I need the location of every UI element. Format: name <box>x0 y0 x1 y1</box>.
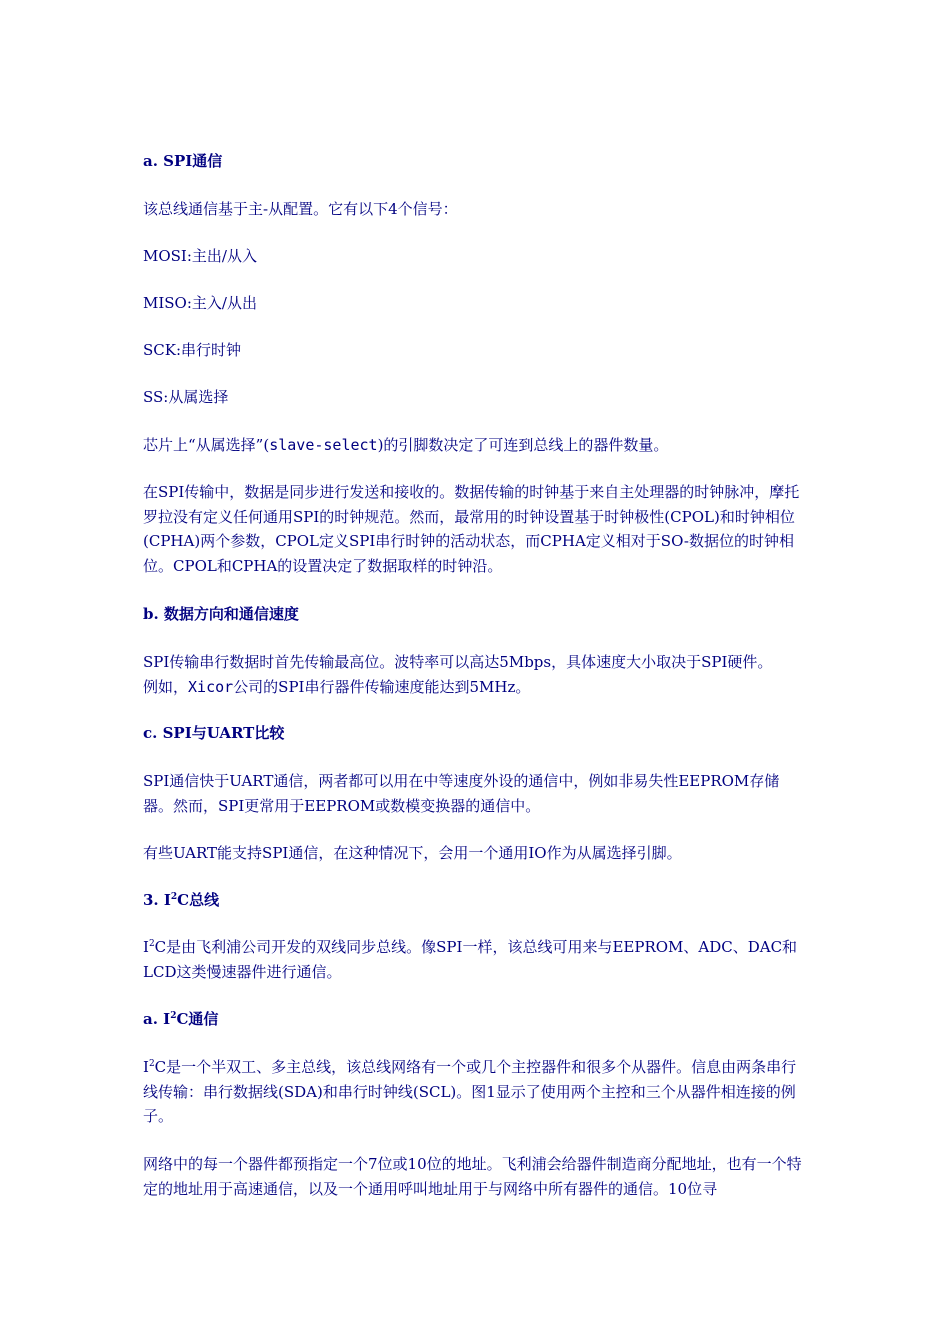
i2c-intro-post: C是由飞利浦公司开发的双线同步总线。像SPI一样，该总线可用来与EEPROM、ADC、DAC和LCD这类慢速器件进行通信。 <box>143 938 798 981</box>
heading-spi-communication: a. SPI通信 <box>143 152 223 170</box>
i2c-intro-pre: I <box>143 938 149 956</box>
heading-i2c-communication <box>143 1007 803 1032</box>
xicor-code: Xicor <box>188 677 234 696</box>
direction-paragraph <box>143 650 803 699</box>
heading-spi-uart-compare: c. SPI与UART比较 <box>143 724 285 742</box>
heading-i2c-bus-pre: 3. I <box>143 891 171 909</box>
slave-select-text-post: )的引脚数决定了可连到总线上的器件数量。 <box>377 436 669 454</box>
i2c-comm-post: C是一个半双工、多主总线，该总线网络有一个或几个主控器件和很多个从器件。信息由两条串行线传输：串行数据线(SDA)和串行时钟线(SCL)。图1显示了使用两个主控和三个从器件相连接的例子。 <box>143 1058 797 1125</box>
spi-intro-paragraph: 该总线通信基于主-从配置。它有以下4个信号： <box>143 200 458 218</box>
slave-select-code: slave-select <box>269 436 378 454</box>
heading-i2c-comm-pre: a. I <box>143 1010 171 1028</box>
slave-select-text-pre: 芯片上“从属选择”( <box>143 436 270 454</box>
heading-i2c-comm-sup: 2 <box>170 1011 177 1021</box>
heading-i2c-bus <box>143 888 803 913</box>
i2c-comm-pre: I <box>143 1058 149 1076</box>
signal-miso: MISO:主入/从出 <box>143 294 257 312</box>
heading-direction-speed: b. 数据方向和通信速度 <box>143 605 299 623</box>
i2c-comm-sup: 2 <box>148 1059 155 1069</box>
spi-transfer-paragraph: 在SPI传输中，数据是同步进行发送和接收的。数据传输的时钟基于来自主处理器的时钟脉冲，摩托罗拉没有定义任何通用SPI的时钟规范。然而，最常用的时钟设置基于时钟极性(CPOL)和时钟相位(CPHA)两个参数，CPOL定义SPI串行时钟的活动状态，而CPHA定义相对于SO-数据位的时钟相位。CPOL和CPHA的设置决定了数据取样的时钟沿。 <box>143 483 800 575</box>
signal-mosi: MOSI:主出/从入 <box>143 247 257 265</box>
direction-sentence-2-post: 公司的SPI串行器件传输速度能达到5MHz。 <box>233 677 531 696</box>
heading-i2c-comm-post: C通信 <box>176 1010 219 1028</box>
i2c-comm-paragraph <box>143 1055 803 1129</box>
compare-paragraph: SPI通信快于UART通信，两者都可以用在中等速度外设的通信中，例如非易失性EEPROM存储器。然而，SPI更常用于EEPROM或数模变换器的通信中。 <box>143 772 780 815</box>
heading-i2c-bus-sup: 2 <box>170 892 178 902</box>
i2c-intro-paragraph <box>143 935 803 984</box>
address-paragraph: 网络中的每一个器件都预指定一个7位或10位的地址。飞利浦会给器件制造商分配地址，也有一个特定的地址用于高速通信，以及一个通用呼叫地址用于与网络中所有器件的通信。10位寻 <box>143 1155 802 1198</box>
heading-i2c-bus-post: C总线 <box>177 891 220 909</box>
direction-sentence-2-pre: 例如， <box>143 677 189 696</box>
i2c-intro-sup: 2 <box>148 939 155 949</box>
direction-sentence-1: SPI传输串行数据时首先传输最高位。波特率可以高达5Mbps，具体速度大小取决于SPI硬件。 <box>143 653 773 671</box>
uart-spi-paragraph: 有些UART能支持SPI通信，在这种情况下，会用一个通用IO作为从属选择引脚。 <box>143 844 682 862</box>
slave-select-paragraph <box>143 433 803 458</box>
signal-sck: SCK:串行时钟 <box>143 341 242 359</box>
signal-ss: SS:从属选择 <box>143 388 229 406</box>
